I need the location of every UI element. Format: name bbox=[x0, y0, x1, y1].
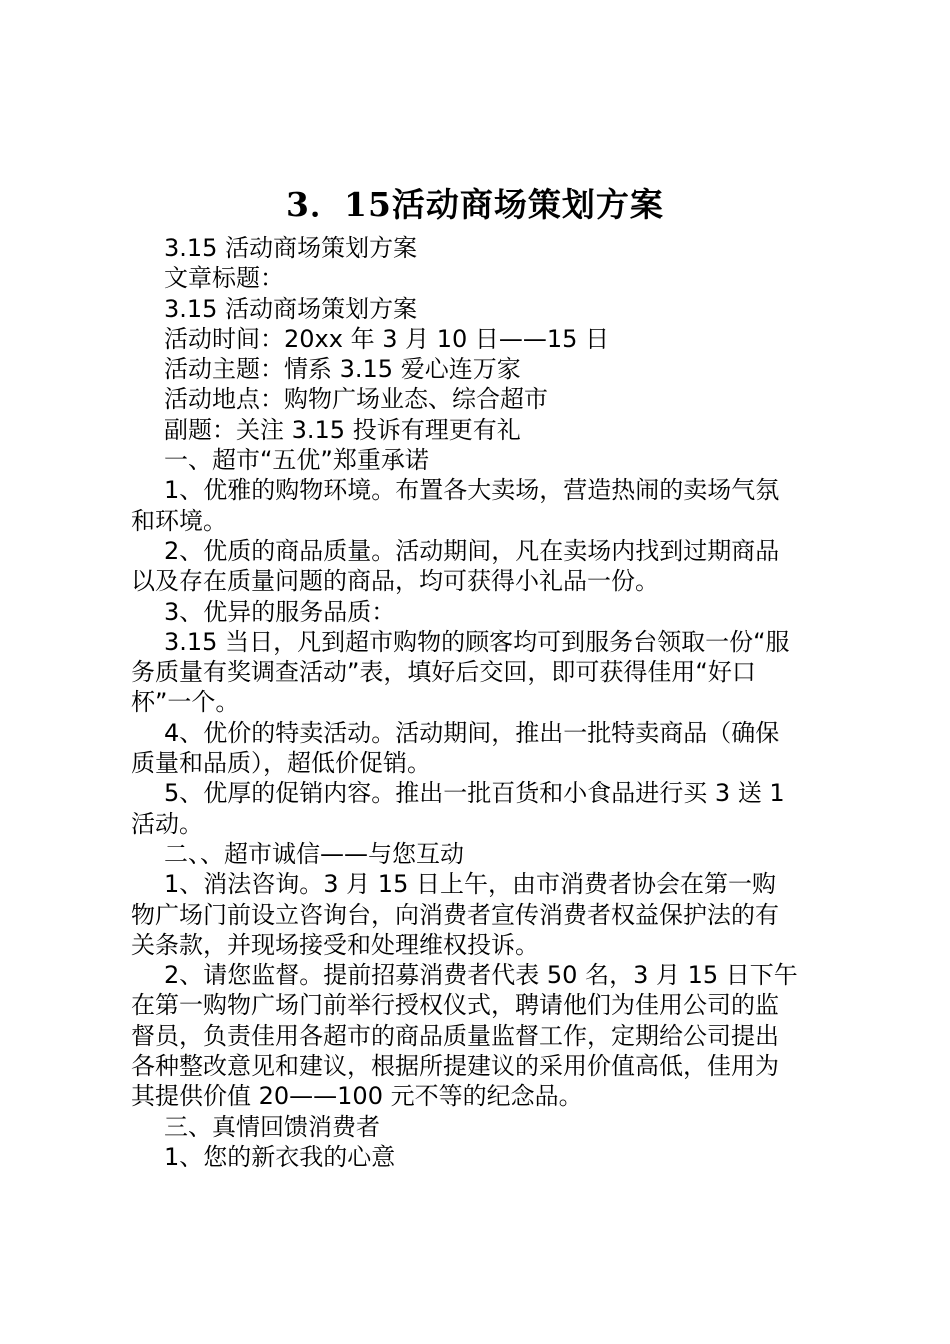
paragraph bbox=[131, 627, 831, 718]
heading-line: 3.15 活动商场策划方案 bbox=[164, 234, 418, 262]
heading-line: 文章标题： bbox=[164, 264, 284, 293]
section-heading: 二、、超市诚信——与您互动 bbox=[164, 839, 464, 868]
info-line: 活动地点：购物广场业态、综合超市 bbox=[164, 385, 548, 414]
paragraph-line: 其提供价值 20——100 元不等的纪念品。 bbox=[131, 1082, 583, 1111]
section-heading: 三、真情回馈消费者 bbox=[164, 1112, 380, 1141]
paragraph bbox=[131, 960, 831, 1111]
paragraph-line: 2、请您监督。提前招募消费者代表 50 名，3 月 15 日下午 bbox=[164, 961, 798, 990]
paragraph bbox=[131, 778, 831, 839]
paragraph-line: 质量和品质），超低价促销。 bbox=[131, 749, 431, 778]
paragraph-line: 2、优质的商品质量。活动期间，凡在卖场内找到过期商品 bbox=[164, 536, 780, 565]
paragraph bbox=[131, 718, 831, 779]
paragraph-line: 1、优雅的购物环境。布置各大卖场，营造热闹的卖场气氛 bbox=[164, 476, 780, 505]
document-body bbox=[131, 233, 831, 1172]
paragraph bbox=[131, 536, 831, 597]
paragraph-line: 3、优异的服务品质： bbox=[164, 597, 396, 626]
section-heading: 一、超市“五优”郑重承诺 bbox=[164, 446, 429, 475]
paragraph-line: 1、您的新衣我的心意 bbox=[164, 1142, 396, 1171]
paragraph-line: 在第一购物广场门前举行授权仪式，聘请他们为佳用公司的监 bbox=[131, 991, 779, 1020]
paragraph-line: 5、优厚的促销内容。推出一批百货和小食品进行买 3 送 1 bbox=[164, 779, 785, 808]
paragraph-line: 活动。 bbox=[131, 809, 203, 838]
document-title: 3．15活动商场策划方案 bbox=[286, 185, 664, 224]
paragraph bbox=[131, 869, 831, 960]
heading-line: 3.15 活动商场策划方案 bbox=[164, 294, 418, 323]
paragraph-line: 督员，负责佳用各超市的商品质量监督工作，定期给公司提出 bbox=[131, 1021, 779, 1050]
info-line: 活动时间：20xx 年 3 月 10 日——15 日 bbox=[164, 324, 610, 353]
info-line: 活动主题：情系 3.15 爱心连万家 bbox=[164, 355, 521, 384]
paragraph bbox=[131, 475, 831, 536]
paragraph-line: 1、消法咨询。3 月 15 日上午，由市消费者协会在第一购 bbox=[164, 870, 776, 899]
paragraph-line: 和环境。 bbox=[131, 506, 227, 535]
paragraph-line: 物广场门前设立咨询台，向消费者宣传消费者权益保护法的有 bbox=[131, 900, 779, 929]
paragraph-line: 3.15 当日，凡到超市购物的顾客均可到服务台领取一份“服 bbox=[164, 627, 790, 656]
paragraph-line: 务质量有奖调查活动”表，填好后交回，即可获得佳用“好口 bbox=[131, 658, 756, 687]
info-line: 副题：关注 3.15 投诉有理更有礼 bbox=[164, 415, 521, 444]
paragraph-line: 杯”一个。 bbox=[131, 688, 240, 717]
paragraph-line: 以及存在质量问题的商品，均可获得小礼品一份。 bbox=[131, 567, 659, 596]
paragraph-line: 关条款，并现场接受和处理维权投诉。 bbox=[131, 930, 539, 959]
paragraph-line: 各种整改意见和建议，根据所提建议的采用价值高低，佳用为 bbox=[131, 1052, 779, 1081]
paragraph-line: 4、优价的特卖活动。活动期间，推出一批特卖商品（确保 bbox=[164, 718, 780, 747]
